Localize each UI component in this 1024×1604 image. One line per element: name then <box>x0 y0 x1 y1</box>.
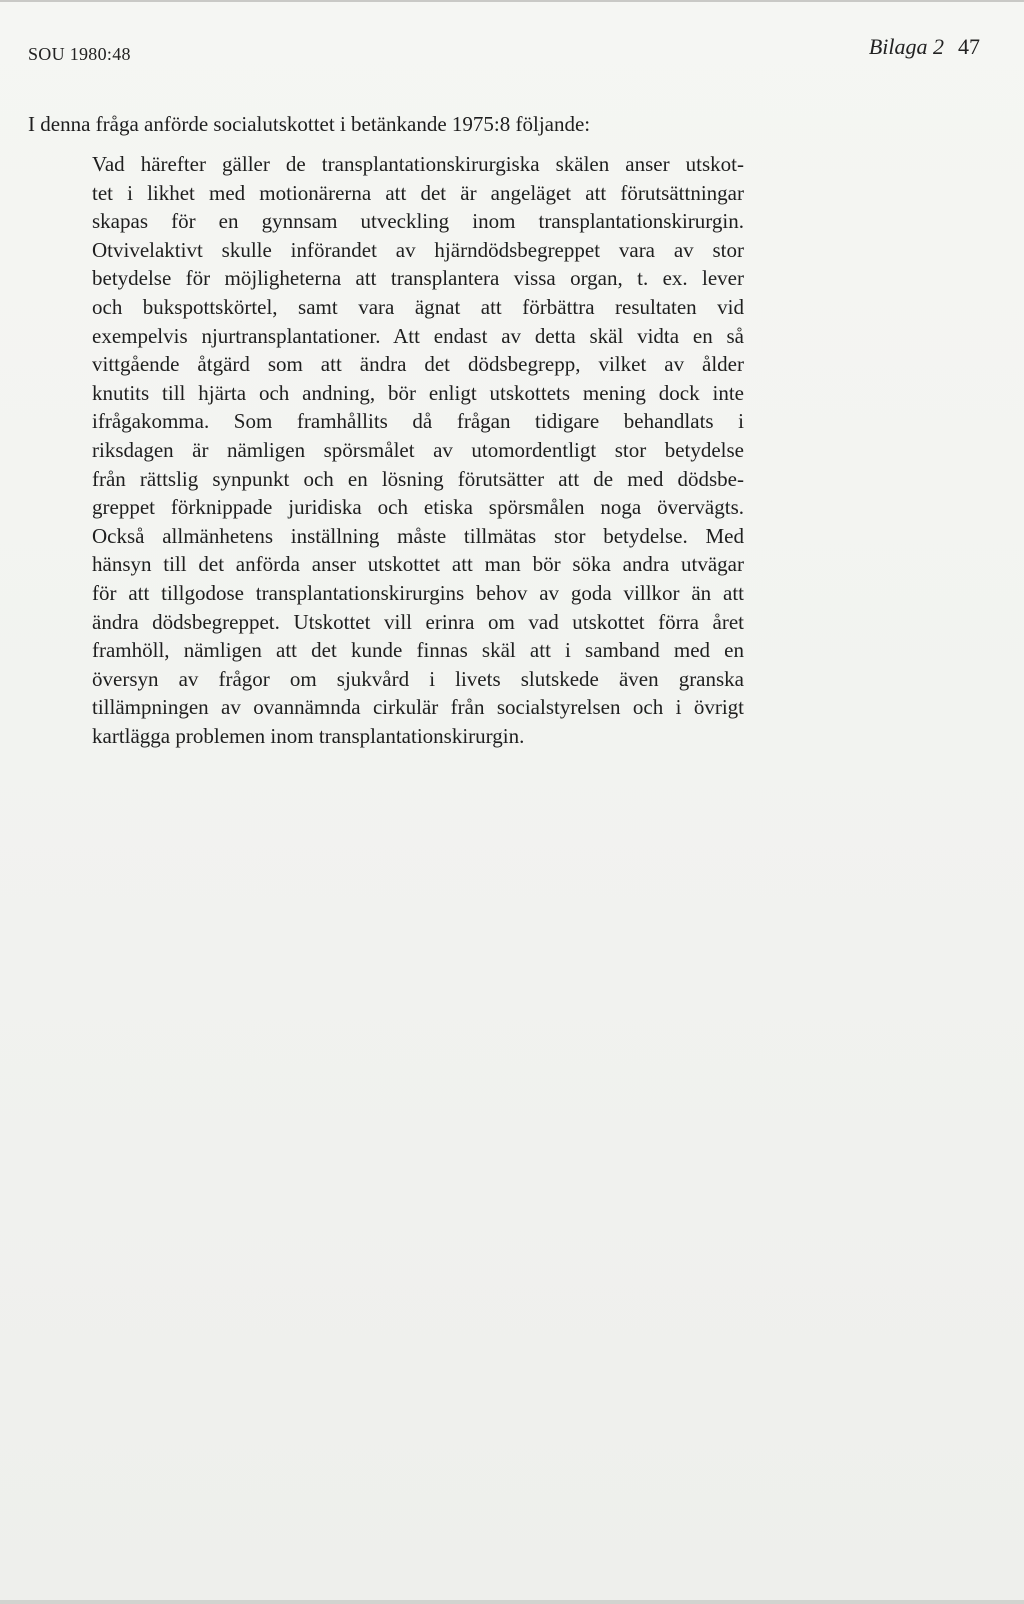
page-header-right <box>869 34 980 60</box>
quoted-paragraph <box>92 150 744 750</box>
quote-line: kartlägga problemen inom transplantationskirurgin. <box>92 723 525 748</box>
quote-line: skapas för en gynnsam utveckling inom transplantationskirurgin. <box>92 209 744 234</box>
quote-line: greppet förknippade juridiska och etiska spörsmålen noga övervägts. <box>92 495 744 520</box>
document-id: SOU 1980:48 <box>28 44 131 64</box>
quote-line: översyn av frågor om sjukvård i livets slutskede även granska <box>92 666 744 691</box>
quote-line: riksdagen är nämligen spörsmålet av utomordentligt stor betydelse <box>92 437 744 462</box>
quote-line: betydelse för möjligheterna att transplantera vissa organ, t. ex. lever <box>92 266 744 291</box>
quote-line: tillämpningen av ovannämnda cirkulär från socialstyrelsen och i övrigt <box>92 695 744 720</box>
quote-line: från rättslig synpunkt och en lösning förutsätter att de med dödsbe- <box>92 466 744 491</box>
quote-line: framhöll, nämligen att det kunde finnas skäl att i samband med en <box>92 638 744 663</box>
quote-line: ändra dödsbegreppet. Utskottet vill erinra om vad utskottet förra året <box>92 609 744 634</box>
bottom-edge-line <box>0 1600 1024 1604</box>
appendix-label: Bilaga 2 <box>868 34 944 59</box>
intro-paragraph: I denna fråga anförde socialutskottet i betänkande 1975:8 följande: <box>28 112 591 136</box>
quote-line: exempelvis njurtransplantationer. Att endast av detta skäl vidta en så <box>92 323 744 348</box>
quote-line: och bukspottskörtel, samt vara ägnat att förbättra resultaten vid <box>92 294 744 319</box>
top-edge-line <box>0 0 1024 2</box>
quote-line: tet i likhet med motionärerna att det är angeläget att förutsättningar <box>92 180 744 205</box>
quote-line: Vad härefter gäller de transplantationskirurgiska skälen anser utskot- <box>92 152 744 176</box>
quote-line: knutits till hjärta och andning, bör enligt utskottets mening dock inte <box>92 380 744 405</box>
quote-line: Också allmänhetens inställning måste tillmätas stor betydelse. Med <box>92 523 744 548</box>
quote-line: ifrågakomma. Som framhållits då frågan tidigare behandlats i <box>92 409 744 434</box>
quote-line: Otvivelaktivt skulle införandet av hjärndödsbegreppet vara av stor <box>92 237 744 262</box>
quote-line: hänsyn till det anförda anser utskottet att man bör söka andra utvägar <box>92 552 744 577</box>
quote-line: vittgående åtgärd som att ändra det dödsbegrepp, vilket av ålder <box>92 352 744 377</box>
quote-line: för att tillgodose transplantationskirurgins behov av goda villkor än att <box>92 580 744 605</box>
page-number: 47 <box>958 34 980 59</box>
